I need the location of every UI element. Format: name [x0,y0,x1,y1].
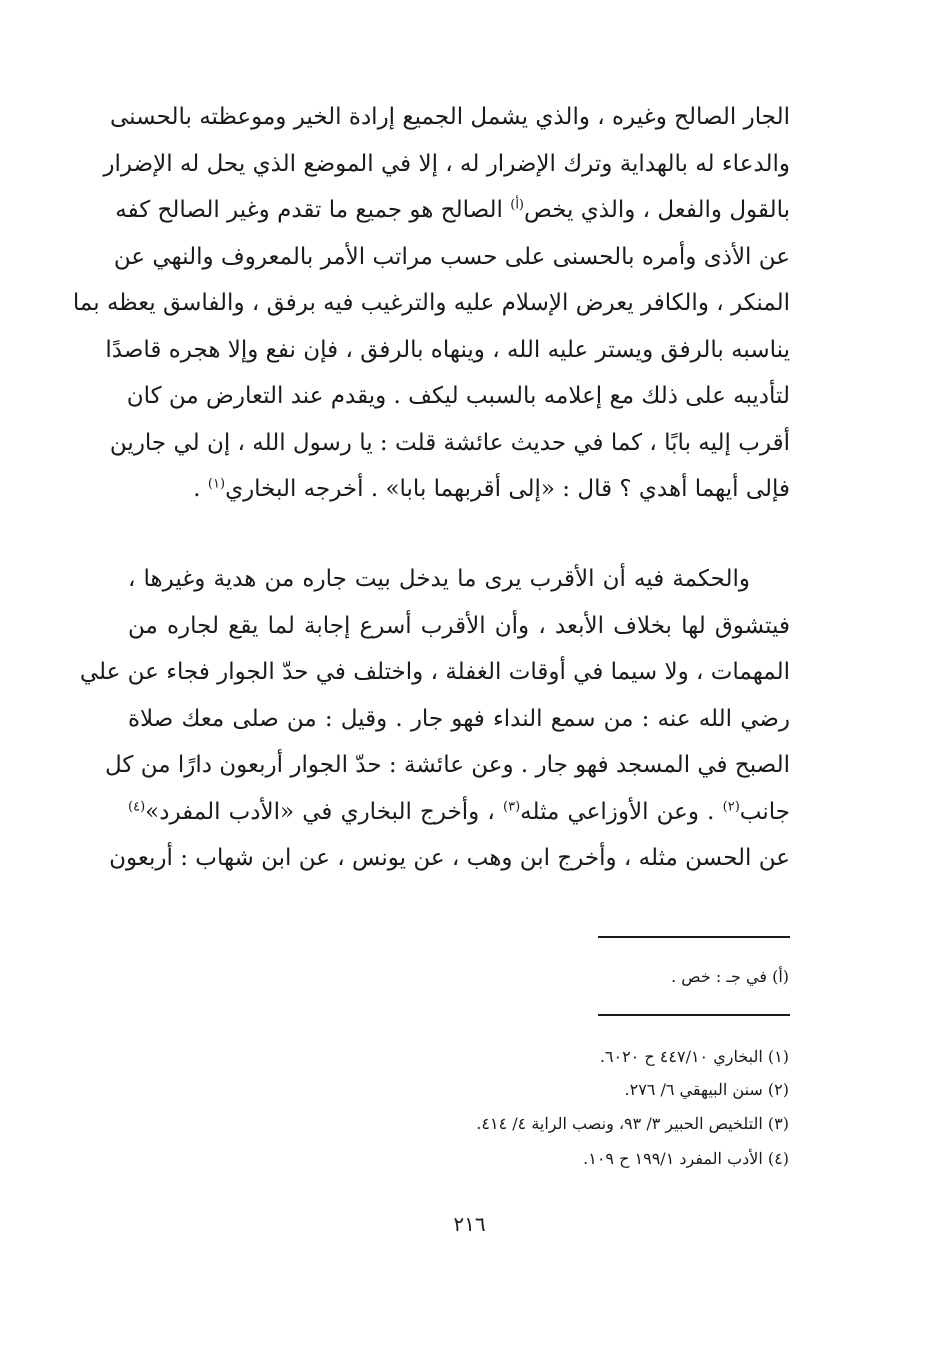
footnote-marker-a: (أ) [510,197,525,213]
footnote-4: (٤) الأدب المفرد ١٩٩/١ ح ١٠٩. [583,1149,789,1168]
variant-footnote: (أ) في جـ : خص . [671,967,789,986]
text-segment: فإلى أيهما أهدي ؟ قال : «إلى أقربهما بابا» . أخرجه البخاري [225,476,790,502]
text-line: الصبح في المسجد فهو جار . وعن عائشة : حدّ الجوار أربعون دارًا من كل [105,752,790,778]
text-line: رضي الله عنه : من سمع النداء فهو جار . وقيل : من صلى معك صلاة [128,705,790,732]
text-line: المهمات ، ولا سيما في أوقات الغفلة ، واختلف في حدّ الجوار فجاء عن علي [79,659,790,685]
footnote-divider [598,1014,790,1016]
footnote-2: (٢) سنن البيهقي ٦/ ٢٧٦. [624,1080,789,1099]
text-segment: جانب [739,798,790,825]
footnote-1: (١) البخاري ٤٤٧/١٠ ح ٦٠٢٠. [599,1047,789,1066]
footnote-marker-2: (٢) [722,798,740,814]
page-number: ٢١٦ [453,1212,486,1236]
text-segment: . وعن الأوزاعي مثله [520,798,715,825]
main-paragraph-1 [72,94,790,513]
text-line: أقرب إليه بابًا ، كما في حديث عائشة قلت : يا رسول الله ، إن لي جارين [109,429,790,456]
text-line: عن الأذى وأمره بالحسنى على حسب مراتب الأمر بالمعروف والنهي عن [113,243,790,270]
text-line [128,466,790,513]
text-line: عن الحسن مثله ، وأخرج ابن وهب ، عن يونس ، عن ابن شهاب : أربعون [109,845,790,871]
text-segment: الصالح هو جميع ما تقدم وغير الصالح كفه [115,197,503,223]
text-line [128,789,790,836]
text-line: المنكر ، والكافر يعرض الإسلام عليه والترغيب فيه برفق ، والفاسق يعظه بما [72,290,790,316]
text-line: فيتشوق لها بخلاف الأبعد ، وأن الأقرب أسرع إجابة لما يقع لجاره من [128,612,790,639]
text-line [128,556,790,603]
text-segment: . [193,476,201,502]
text-segment: والحكمة فيه أن الأقرب يرى ما يدخل بيت جاره من هدية وغيرها ، [128,566,750,592]
text-line: والدعاء له بالهداية وترك الإضرار له ، إلا في الموضع الذي يحل له الإضرار [103,150,790,177]
text-segment: ، وأخرج البخاري في «الأدب المفرد» [145,798,495,825]
main-paragraph-2 [79,556,790,882]
text-line: لتأديبه على ذلك مع إعلامه بالسبب ليكف . ويقدم عند التعارض من كان [126,383,790,409]
text-segment: بالقول والفعل ، والذي يخص [524,197,790,223]
text-line: يناسبه بالرفق ويستر عليه الله ، وينهاه بالرفق ، فإن نفع وإلا هجره قاصدًا [105,336,790,363]
footnote-marker-4: (٤) [128,798,146,814]
text-line: الجار الصالح وغيره ، والذي يشمل الجميع إرادة الخير وموعظته بالحسنى [110,104,790,130]
footnote-marker-3: (٣) [503,798,521,814]
footnote-3: (٣) التلخيص الحبير ٣/ ٩٣، ونصب الراية ٤/ ٤١٤. [476,1114,789,1133]
footnote-marker-1: (١) [207,476,226,492]
footnote-divider [598,936,790,938]
text-line [115,187,790,234]
